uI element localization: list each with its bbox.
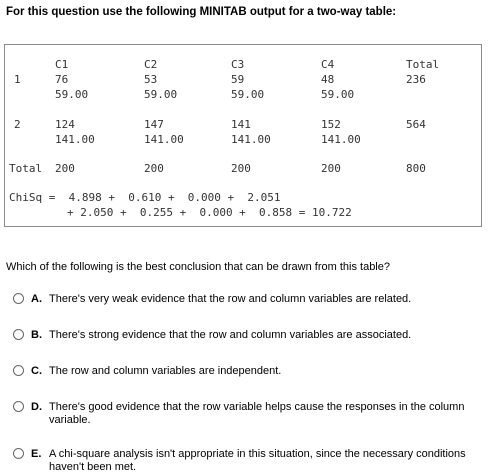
col-header-c3: C3: [231, 58, 245, 71]
expected-cell: 59.00: [321, 88, 355, 101]
option-text: There's good evidence that the row variable helps cause the responses in the column variable.: [49, 401, 465, 426]
expected-cell: 141.00: [55, 133, 95, 146]
observed-cell: 141: [231, 118, 251, 131]
option-letter: D.: [31, 401, 42, 413]
radio-button-icon[interactable]: [13, 448, 24, 459]
row-total: 564: [406, 118, 426, 131]
radio-button-icon[interactable]: [13, 401, 24, 412]
expected-cell: 59.00: [231, 88, 265, 101]
row-label: 1: [14, 73, 21, 86]
radio-button-icon[interactable]: [13, 365, 24, 376]
row-label: 2: [14, 118, 21, 131]
option-letter: B.: [31, 329, 42, 341]
observed-cell: 124: [55, 118, 75, 131]
question-header: For this question use the following MINITAB output for a two-way table:: [6, 6, 397, 18]
column-total: 200: [144, 162, 164, 175]
expected-cell: 141.00: [231, 133, 271, 146]
col-header-c4: C4: [321, 58, 335, 71]
expected-cell: 141.00: [321, 133, 361, 146]
grand-total: 800: [406, 162, 426, 175]
radio-button-icon[interactable]: [13, 329, 24, 340]
chisq-line-1: ChiSq = 4.898 + 0.610 + 0.000 + 2.051: [9, 191, 281, 204]
option-letter: A.: [31, 293, 42, 305]
observed-cell: 147: [144, 118, 164, 131]
col-header-c2: C2: [144, 58, 158, 71]
observed-cell: 59: [231, 73, 245, 86]
chisq-line-2: + 2.050 + 0.255 + 0.000 + 0.858 = 10.722: [67, 206, 352, 219]
total-row-label: Total: [9, 162, 43, 175]
radio-button-icon[interactable]: [13, 293, 24, 304]
observed-cell: 152: [321, 118, 341, 131]
expected-cell: 141.00: [144, 133, 184, 146]
column-total: 200: [55, 162, 75, 175]
column-total: 200: [321, 162, 341, 175]
expected-cell: 59.00: [144, 88, 178, 101]
col-header-c1: C1: [55, 58, 69, 71]
observed-cell: 76: [55, 73, 69, 86]
observed-cell: 48: [321, 73, 335, 86]
option-letter: E.: [31, 448, 42, 460]
option-text: The row and column variables are independent.: [49, 365, 282, 377]
column-total: 200: [231, 162, 251, 175]
option-letter: C.: [31, 365, 42, 377]
option-text: A chi-square analysis isn't appropriate in this situation, since the necessary conditions haven't been met.: [49, 448, 466, 473]
expected-cell: 59.00: [55, 88, 89, 101]
col-header-total: Total: [406, 58, 440, 71]
question-text: Which of the following is the best conclusion that can be drawn from this table?: [6, 261, 390, 273]
option-text: There's very weak evidence that the row and column variables are related.: [49, 293, 412, 305]
minitab-output: [4, 44, 482, 227]
option-text: There's strong evidence that the row and column variables are associated.: [49, 329, 412, 341]
row-total: 236: [406, 73, 426, 86]
observed-cell: 53: [144, 73, 158, 86]
